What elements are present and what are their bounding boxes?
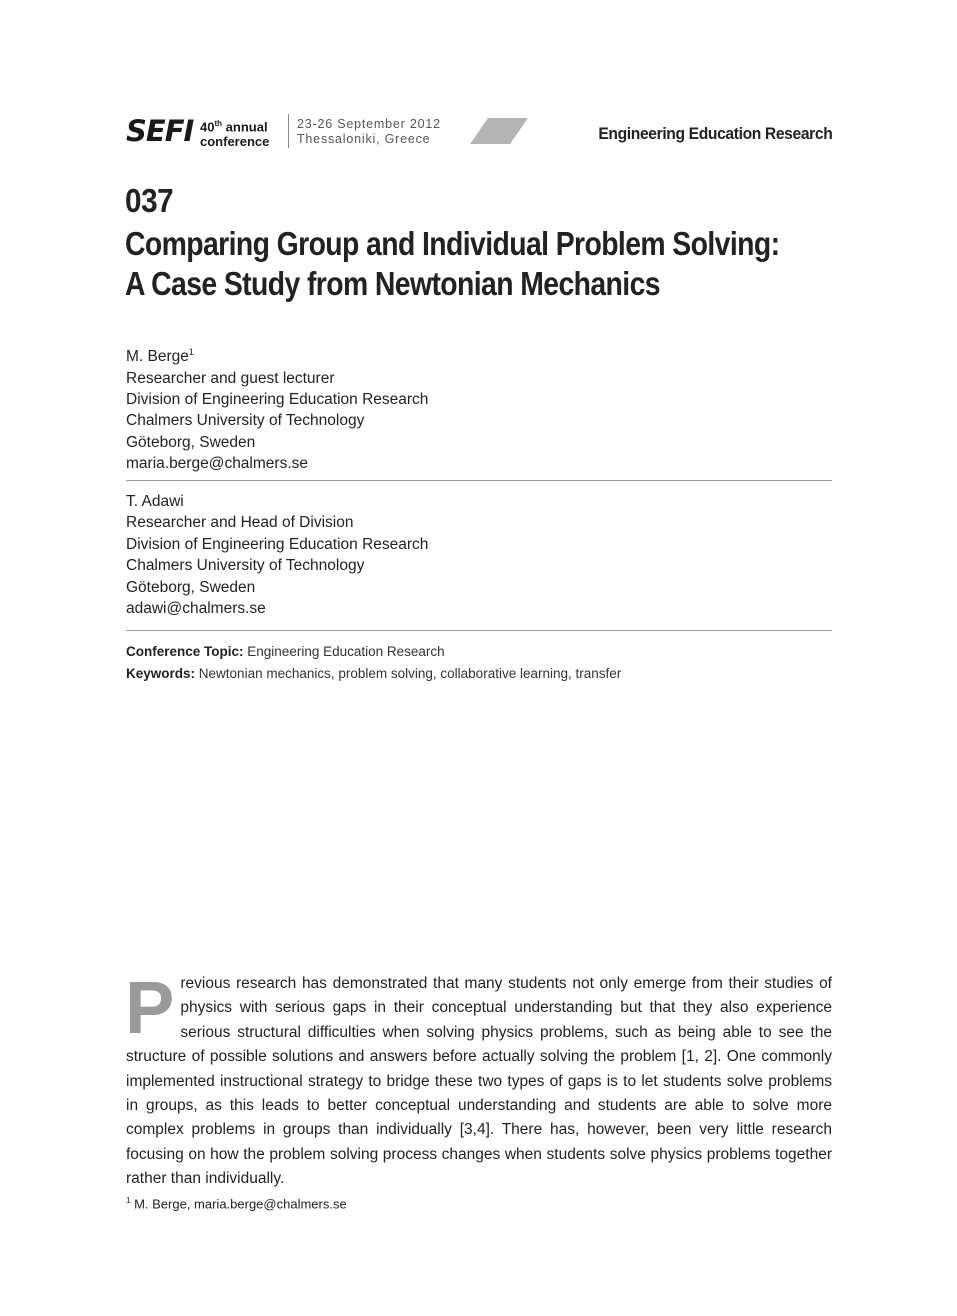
paper-title-line-1: Comparing Group and Individual Problem Solving: [125, 225, 780, 262]
footnote-text: M. Berge, maria.berge@chalmers.se [134, 1196, 347, 1212]
keywords-label: Keywords: [126, 666, 196, 681]
body-text: revious research has demonstrated that many students not only emerge from their studies of physics with serious gaps in their conceptual understanding but that they also experience serious structural difficulties when solving physics problems, such as being able to see the structure of possible solutions and answers before actually solving the problem [1, 2]. One commonly implemented instructional strategy to bridge these two types of gaps is to let students solve problems in groups, as this leads to better conceptual understanding and students are able to solve more complex problems in groups than individually [3,4]. There has, however, been very little research focusing on how the problem solving process changes when students solve physics problems together rather than individually. [126, 975, 832, 1188]
footnote [126, 1196, 347, 1211]
conference-annual: annual [225, 119, 268, 135]
author-name-text: M. Berge [126, 348, 189, 366]
conference-dates-location [297, 117, 441, 147]
sefi-logo: SEFI [126, 114, 194, 148]
paper-title [125, 224, 779, 304]
author-university: Chalmers University of Technology [126, 412, 365, 430]
author-division: Division of Engineering Education Research [126, 535, 429, 553]
header-divider [288, 114, 289, 148]
keywords [126, 663, 621, 685]
paper-title-line-2: A Case Study from Newtonian Mechanics [125, 265, 660, 302]
conference-topic-label: Conference Topic: [126, 644, 244, 659]
author-role: Researcher and Head of Division [126, 514, 354, 532]
conference-topic [126, 641, 445, 663]
conference-ordinal-suffix: th [214, 119, 223, 128]
author-name: T. Adawi [126, 493, 184, 510]
author-role: Researcher and guest lecturer [126, 369, 335, 387]
keywords-value: Newtonian mechanics, problem solving, collaborative learning, transfer [198, 666, 622, 681]
conference-ordinal: 40 [200, 119, 215, 135]
conference-location: Thessaloniki, Greece [297, 132, 431, 146]
author-block-2 [126, 491, 832, 619]
conference-word: conference [200, 134, 270, 150]
conference-edition [200, 116, 269, 149]
author-name [126, 342, 832, 368]
author-divider-2 [126, 630, 832, 631]
author-block-1 [126, 342, 832, 475]
author-email: adawi@chalmers.se [126, 600, 266, 618]
decorative-stripe-icon [470, 118, 528, 144]
drop-cap: P [125, 966, 175, 1049]
author-email: maria.berge@chalmers.se [126, 455, 308, 473]
author-university: Chalmers University of Technology [126, 557, 365, 575]
paper-number: 037 [125, 182, 174, 219]
conference-dates: 23-26 September 2012 [297, 117, 441, 131]
author-city: Göteborg, Sweden [126, 433, 256, 451]
conference-header [126, 112, 832, 152]
body-paragraph [125, 966, 832, 1192]
author-footnote-mark: 1 [188, 347, 194, 357]
author-city: Göteborg, Sweden [126, 578, 256, 596]
section-title: Engineering Education Research [597, 124, 832, 143]
conference-topic-value: Engineering Education Research [247, 644, 445, 659]
footnote-mark: 1 [126, 1196, 131, 1205]
author-divider-1 [126, 480, 832, 481]
author-division: Division of Engineering Education Research [126, 390, 429, 408]
